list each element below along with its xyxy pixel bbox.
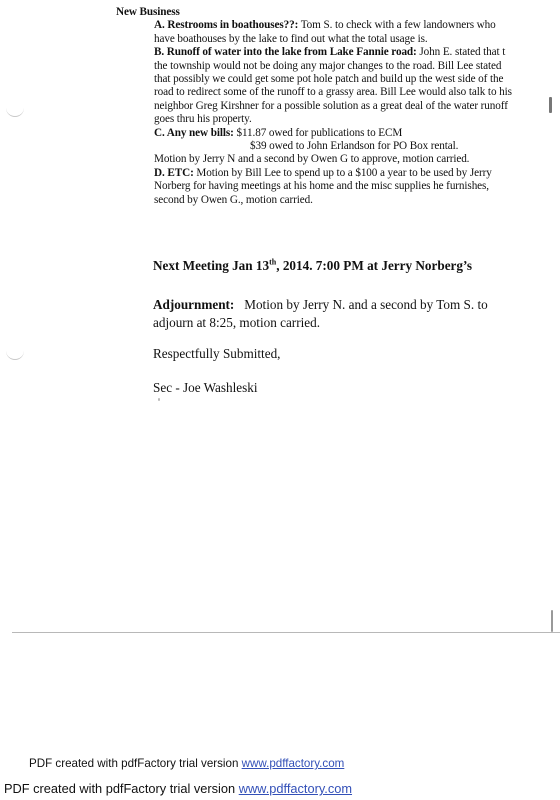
item-b (154, 46, 556, 126)
item-text: have boathouses by the lake to find out what the total usage is. (154, 32, 428, 45)
item-text: $39 owed to John Erlandson for PO Box rental. (250, 140, 459, 153)
item-text: neighbor Greg Kirshner for a possible solution as a great deal of the water runoff (154, 99, 508, 112)
minutes-body (116, 6, 556, 207)
pdffactory-notice (4, 781, 352, 796)
next-meeting-superscript: th (269, 257, 277, 267)
item-text: Motion by Bill Lee to spend up to a $100 a year to be used by Jerry (196, 166, 492, 179)
scan-speck (551, 610, 553, 632)
next-meeting-suffix: , 2014. 7:00 PM at Jerry Norberg’s (276, 258, 473, 273)
section-heading: New Business (116, 6, 180, 18)
item-text: road to redirect some of the runoff to a grassy area. Bill Lee would also talk to his (154, 86, 512, 99)
item-c (154, 127, 556, 167)
item-label: A. Restrooms in boathouses??: (154, 19, 299, 32)
item-text: second by Owen G., motion carried. (154, 193, 313, 206)
item-text: goes thru his property. (154, 113, 252, 126)
page-divider (12, 632, 560, 633)
item-label: D. ETC: (154, 166, 194, 179)
item-text: $11.87 owed for publications to ECM (236, 126, 403, 139)
item-text: John E. stated that t (419, 46, 506, 59)
item-d (154, 167, 556, 207)
closing: Respectfully Submitted, (153, 346, 281, 361)
scan-speck (158, 398, 160, 401)
adjournment-text: Motion by Jerry N. and a second by Tom S. to (244, 297, 488, 312)
item-label: C. Any new bills: (154, 126, 234, 139)
scan-edge-mark (6, 349, 24, 360)
item-label: B. Runoff of water into the lake from Lake Fannie road: (154, 46, 417, 59)
signature: Sec - Joe Washleski (153, 380, 258, 395)
next-meeting-prefix: Next Meeting Jan 13 (153, 258, 270, 273)
item-text: Motion by Jerry N and a second by Owen G to approve, motion carried. (154, 153, 470, 166)
pdffactory-notice (29, 757, 344, 770)
scan-edge-mark (6, 106, 24, 117)
item-a (154, 19, 556, 46)
item-text: that possibly we could get some pot hole patch and build up the west side of the (154, 73, 504, 86)
next-meeting (153, 258, 553, 274)
item-text: Norberg for having meetings at his home and the misc supplies he furnishes, (154, 180, 489, 193)
pdffactory-notice-text: PDF created with pdfFactory trial version (29, 757, 242, 770)
adjournment (153, 296, 553, 332)
pdffactory-link[interactable]: www.pdffactory.com (241, 757, 345, 770)
pdffactory-notice-text: PDF created with pdfFactory trial version (4, 781, 239, 796)
pdffactory-link[interactable]: www.pdffactory.com (238, 781, 353, 796)
adjournment-label: Adjournment: (153, 297, 235, 312)
adjournment-text: adjourn at 8:25, motion carried. (153, 315, 320, 330)
item-text: the township would not be doing any major changes to the road. Bill Lee stated (154, 59, 502, 72)
item-text: Tom S. to check with a few landowners who (300, 19, 496, 32)
